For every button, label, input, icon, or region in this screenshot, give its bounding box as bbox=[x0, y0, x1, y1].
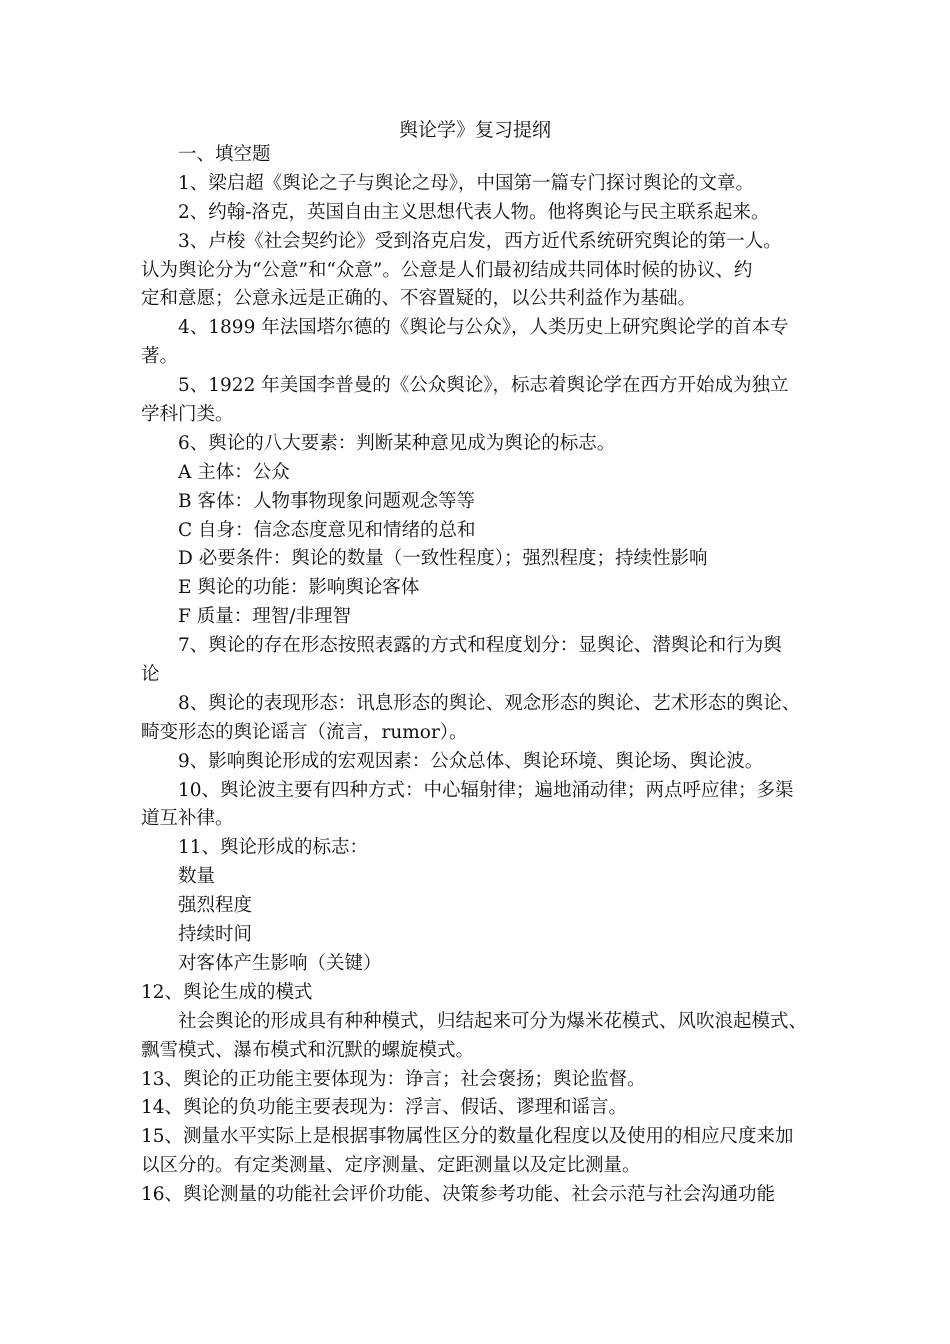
text-line: 持续时间 bbox=[178, 924, 253, 946]
text-line: 飘雪模式、瀑布模式和沉默的螺旋模式。 bbox=[141, 1039, 475, 1061]
text-line: 4、1899 年法国塔尔德的《舆论与公众》，人类历史上研究舆论学的首本专 bbox=[178, 317, 789, 339]
text-line: 2、约翰-洛克，英国自由主义思想代表人物。他将舆论与民主联系起来。 bbox=[178, 201, 770, 223]
text-line: A 主体：公众 bbox=[178, 461, 290, 483]
text-line: 论 bbox=[141, 664, 160, 686]
text-line: 认为舆论分为“公意”和“众意”。公意是人们最初结成共同体时候的协议、约 bbox=[141, 259, 753, 281]
text-line: 6、舆论的八大要素：判断某种意见成为舆论的标志。 bbox=[178, 432, 616, 454]
document-body bbox=[141, 141, 831, 1210]
text-line: 5、1922 年美国李普曼的《公众舆论》，标志着舆论学在西方开始成为独立 bbox=[178, 375, 789, 397]
text-line: 道互补律。 bbox=[141, 808, 234, 830]
text-line: 11、舆论形成的标志： bbox=[178, 837, 369, 859]
text-line: 畸变形态的舆论谣言（流言，rumor）。 bbox=[141, 721, 468, 743]
text-line: 以区分的。有定类测量、定序测量、定距测量以及定比测量。 bbox=[141, 1155, 641, 1177]
text-line: 12、舆论生成的模式 bbox=[141, 981, 313, 1003]
text-line: 社会舆论的形成具有种种模式，归结起来可分为爆米花模式、风吹浪起模式、 bbox=[178, 1010, 808, 1032]
text-line: 10、舆论波主要有四种方式：中心辐射律；遍地涌动律；两点呼应律；多渠 bbox=[178, 779, 794, 801]
text-line: 9、影响舆论形成的宏观因素：公众总体、舆论环境、舆论场、舆论波。 bbox=[178, 750, 764, 772]
text-line: 16、舆论测量的功能社会评价功能、决策参考功能、社会示范与社会沟通功能 bbox=[141, 1184, 776, 1206]
text-line: 学科门类。 bbox=[141, 404, 234, 426]
text-line: F 质量：理智/非理智 bbox=[178, 606, 351, 628]
text-line: B 客体：人物事物现象问题观念等等 bbox=[178, 490, 475, 512]
text-line: 1、梁启超《舆论之子与舆论之母》，中国第一篇专门探讨舆论的文章。 bbox=[178, 172, 755, 194]
text-line: C 自身：信念态度意见和情绪的总和 bbox=[178, 519, 476, 541]
text-line: 一、填空题 bbox=[178, 144, 271, 165]
text-line: 定和意愿；公意永远是正确的、不容置疑的，以公共利益作为基础。 bbox=[141, 288, 697, 310]
text-line: 14、舆论的负功能主要表现为：浮言、假话、谬理和谣言。 bbox=[141, 1097, 628, 1119]
text-line: 3、卢梭《社会契约论》受到洛克启发，西方近代系统研究舆论的第一人。 bbox=[178, 230, 782, 252]
text-line: 强烈程度 bbox=[178, 895, 253, 917]
text-line: 15、测量水平实际上是根据事物属性区分的数量化程度以及使用的相应尺度来加 bbox=[141, 1126, 794, 1148]
text-line: 13、舆论的正功能主要体现为：诤言；社会褒扬；舆论监督。 bbox=[141, 1068, 646, 1090]
text-line: 8、舆论的表现形态：讯息形态的舆论、观念形态的舆论、艺术形态的舆论、 bbox=[178, 692, 801, 714]
text-line: 对客体产生影响（关键） bbox=[178, 952, 382, 974]
text-line: E 舆论的功能：影响舆论客体 bbox=[178, 577, 420, 599]
text-line: 著。 bbox=[141, 346, 179, 368]
text-line: 数量 bbox=[178, 866, 216, 888]
document-title: 舆论学》复习提纲 bbox=[398, 119, 551, 141]
text-line: D 必要条件：舆论的数量（一致性程度）；强烈程度；持续性影响 bbox=[178, 548, 708, 570]
text-line: 7、舆论的存在形态按照表露的方式和程度划分：显舆论、潜舆论和行为舆 bbox=[178, 635, 782, 657]
